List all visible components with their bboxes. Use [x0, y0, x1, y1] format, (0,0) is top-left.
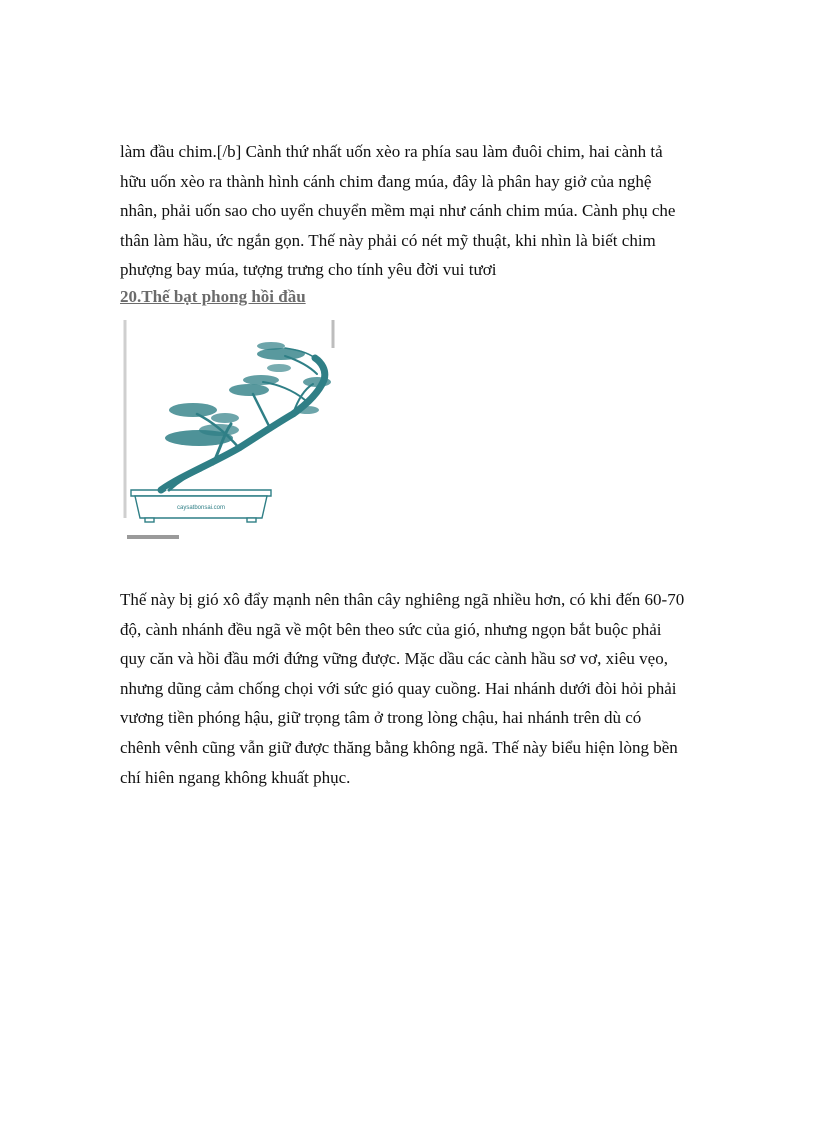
text-line: hữu uốn xèo ra thành hình cánh chim đang múa, đây là phân hay giở của nghệ — [120, 171, 652, 191]
text-line: chí hiên ngang không khuất phục. — [120, 767, 351, 787]
bonsai-drawing — [121, 318, 343, 546]
text-line: thân làm hầu, ức ngắn gọn. Thế này phải có nét mỹ thuật, khi nhìn là biết chim — [120, 230, 656, 250]
tree-trunk — [161, 348, 325, 490]
text-line: vương tiền phóng hậu, giữ trọng tâm ở trong lòng chậu, hai nhánh trên dù có — [120, 708, 642, 728]
paragraph-intro — [120, 137, 720, 285]
watermark-text: caysatbonsai.com — [176, 505, 226, 511]
text-line: chênh vênh cũng vẫn giữ được thăng bằng không ngã. Thế này biểu hiện lòng bền — [120, 737, 678, 757]
bonsai-illustration — [121, 318, 343, 546]
text-line: nhân, phải uốn sao cho uyển chuyển mềm mại như cánh chim múa. Cành phụ che — [120, 201, 676, 221]
text-line: quy căn và hồi đầu mới đứng vững được. Mặc dầu các cành hầu sơ vơ, xiêu vẹo, — [120, 649, 668, 669]
text-line: phượng bay múa, tượng trưng cho tính yêu đời vui tươi — [120, 260, 497, 280]
foliage — [165, 342, 331, 446]
text-line: làm đầu chim.[/b] Cành thứ nhất uốn xèo ra phía sau làm đuôi chim, hai cành tả — [120, 142, 663, 161]
text-line: Thế này bị gió xô đẩy mạnh nên thân cây nghiêng ngã nhiều hơn, có khi đến 60-70 — [120, 590, 685, 609]
paragraph-description — [120, 585, 720, 792]
text-line: nhưng dũng cảm chống chọi với sức gió quay cuồng. Hai nhánh dưới đòi hỏi phải — [120, 678, 677, 698]
section-heading: 20.Thế bạt phong hồi đầu — [120, 287, 306, 306]
text-line: độ, cành nhánh đều ngã về một bên theo sức của gió, nhưng ngọn bắt buộc phải — [120, 619, 662, 639]
